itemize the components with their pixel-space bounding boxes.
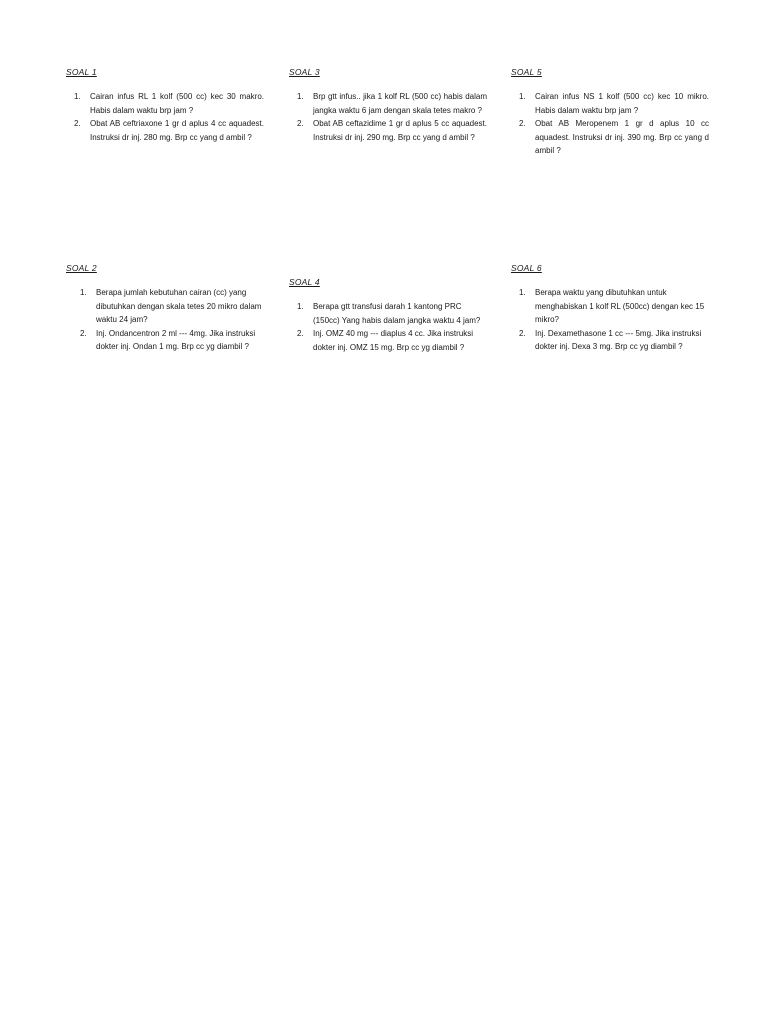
question-text: Inj. Ondancentron 2 ml --- 4mg. Jika instruksi dokter inj. Ondan 1 mg. Brp cc yg diambil ? bbox=[96, 328, 256, 352]
question-number: 1. bbox=[74, 92, 81, 101]
question-text: Inj. OMZ 40 mg --- diaplus 4 cc. Jika instruksi dokter inj. OMZ 15 mg. Brp cc yg diambil ? bbox=[313, 329, 474, 352]
question-item bbox=[511, 286, 709, 327]
question-number: 2. bbox=[80, 328, 87, 338]
question-text: Cairan infus RL 1 kolf (500 cc) kec 30 makro. Habis dalam waktu brp jam ? bbox=[90, 92, 264, 115]
question-text: Inj. Dexamethasone 1 cc --- 5mg. Jika instruksi dokter inj. Dexa 3 mg. Brp cc yg diambil ? bbox=[535, 328, 702, 352]
soal-6-section bbox=[511, 263, 709, 354]
soal-1-title: SOAL 1 bbox=[66, 67, 97, 77]
question-item bbox=[66, 117, 264, 144]
question-text: Berapa waktu yang dibutuhkan untuk menghabiskan 1 kolf RL (500cc) dengan kec 15 mikro? bbox=[535, 288, 705, 325]
soal-2-section bbox=[66, 263, 264, 354]
question-text: Obat AB ceftriaxone 1 gr d aplus 4 cc aquadest. Instruksi dr inj. 280 mg. Brp cc yang d ambil ? bbox=[90, 119, 264, 142]
question-number: 2. bbox=[297, 329, 304, 339]
question-number: 1. bbox=[519, 288, 526, 297]
soal-6-question-list bbox=[511, 286, 709, 354]
question-number: 1. bbox=[297, 302, 304, 311]
soal-2-title: SOAL 2 bbox=[66, 263, 97, 273]
question-number: 1. bbox=[80, 288, 87, 297]
question-item bbox=[66, 90, 264, 117]
question-item bbox=[66, 286, 264, 327]
question-item bbox=[511, 117, 709, 158]
question-number: 1. bbox=[519, 92, 526, 101]
question-text: Cairan infus NS 1 kolf (500 cc) kec 10 mikro. Habis dalam waktu brp jam ? bbox=[535, 92, 709, 115]
question-text: Obat AB Meropenem 1 gr d aplus 10 cc aquadest. Instruksi dr inj. 390 mg. Brp cc yang d ambil ? bbox=[535, 119, 709, 156]
soal-5-title: SOAL 5 bbox=[511, 67, 542, 77]
soal-4-section bbox=[289, 277, 487, 354]
soal-5-section bbox=[511, 67, 709, 158]
question-item bbox=[511, 90, 709, 117]
question-text: Berapa jumlah kebutuhan cairan (cc) yang dibutuhkan dengan skala tetes 20 mikro dalam waktu 24 jam? bbox=[96, 288, 262, 325]
soal-3-question-list bbox=[289, 90, 487, 144]
question-item bbox=[289, 90, 487, 117]
question-number: 2. bbox=[519, 119, 526, 129]
soal-1-section bbox=[66, 67, 264, 144]
soal-4-title: SOAL 4 bbox=[289, 277, 320, 287]
soal-3-section bbox=[289, 67, 487, 144]
question-item bbox=[289, 117, 487, 144]
question-text: Obat AB ceftazidime 1 gr d aplus 5 cc aquadest. Instruksi dr inj. 290 mg. Brp cc yang d ambil ? bbox=[313, 119, 487, 142]
soal-5-question-list bbox=[511, 90, 709, 158]
question-item bbox=[511, 327, 709, 354]
question-number: 1. bbox=[297, 92, 304, 101]
soal-6-title: SOAL 6 bbox=[511, 263, 542, 273]
question-number: 2. bbox=[297, 119, 304, 129]
question-item bbox=[289, 327, 487, 354]
soal-4-question-list bbox=[289, 300, 487, 354]
question-number: 2. bbox=[74, 119, 81, 129]
question-item bbox=[66, 327, 264, 354]
question-number: 2. bbox=[519, 328, 526, 338]
soal-3-title: SOAL 3 bbox=[289, 67, 320, 77]
soal-1-question-list bbox=[66, 90, 264, 144]
question-text: Brp gtt infus.. jika 1 kolf RL (500 cc) habis dalam jangka waktu 6 jam dengan skala tetes makro ? bbox=[313, 92, 487, 115]
question-item bbox=[289, 300, 487, 327]
question-text: Berapa gtt transfusi darah 1 kantong PRC (150cc) Yang habis dalam jangka waktu 4 jam? bbox=[313, 302, 481, 325]
soal-2-question-list bbox=[66, 286, 264, 354]
